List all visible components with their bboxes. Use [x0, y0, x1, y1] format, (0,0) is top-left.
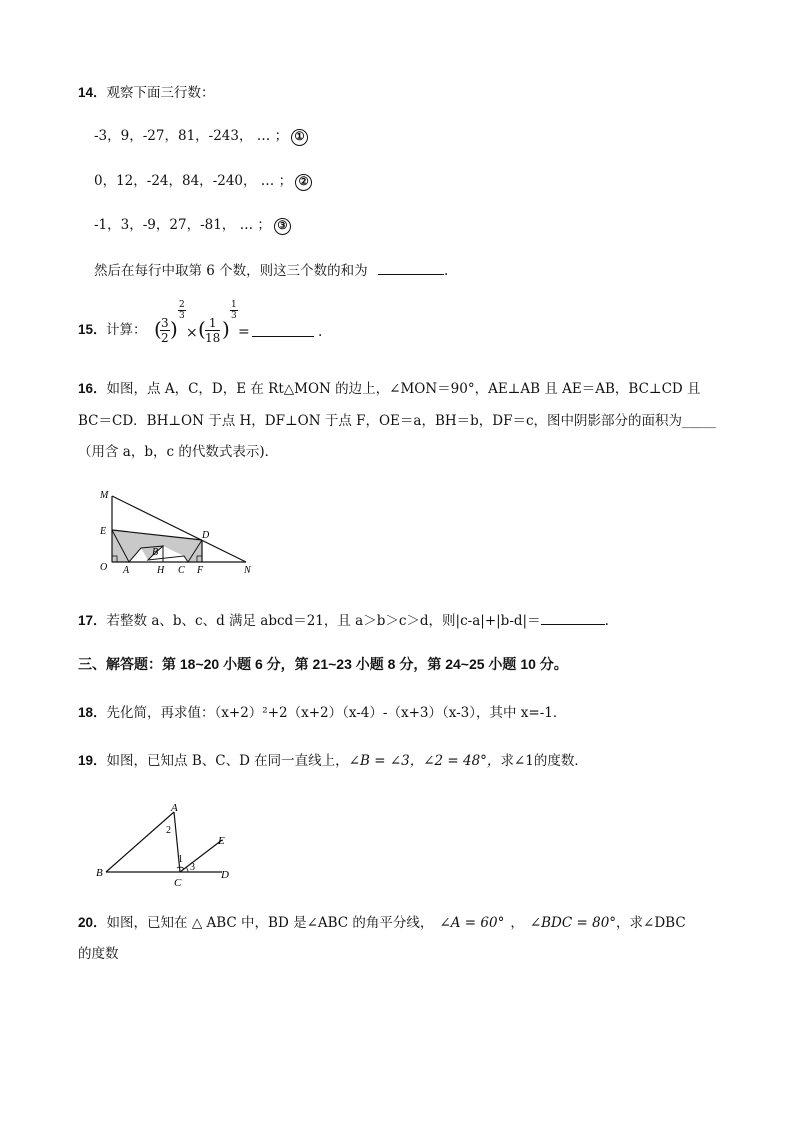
label-3: 3 [190, 862, 195, 873]
period: . [318, 324, 323, 340]
circled-number-3: ③ [274, 218, 291, 235]
q16-line-3 [78, 444, 278, 460]
label-D: D [221, 869, 229, 881]
q20-comma: ， [510, 915, 524, 931]
q14-ask-text: 然后在每行中取第 6 个数，则这三个数的和为 [94, 263, 368, 279]
q17-text: 若整数 a、b、c、d 满足 abcd＝21，且 a＞b＞c＞d，则|c-a|+|b-d|＝ [106, 613, 541, 629]
times-sign: × [186, 325, 198, 341]
q16-text: BC＝CD．BH⊥ON 于点 H，DF⊥ON 于点 F，OE＝a，BH＝b，DF＝c，图中阴影部分的面积为_____ [78, 413, 716, 429]
q16-text: 如图，点 A，C，D，E 在 Rt△MON 的边上，∠MON＝90°，AE⊥AB 且 AE＝AB，BC⊥CD 且 [106, 381, 701, 397]
math-expression: ( $\frac{3}{2}$ ) $\frac{2}{3}$ × ( $\frac{1}{18}$ ) $\frac{1}{3}$ = . [154, 300, 323, 345]
q16-line-1 [78, 381, 701, 397]
q19-figure [94, 800, 240, 890]
q19-text: 如图，已知点 B、C、D 在同一直线上， [106, 753, 349, 769]
question-number: 16． [78, 381, 107, 396]
label-E: E [100, 526, 107, 537]
question-number: 14． [78, 85, 107, 100]
q17 [78, 612, 609, 629]
label-O: O [100, 562, 108, 573]
q14-row-2 [94, 173, 312, 191]
q14-ask [94, 262, 448, 279]
label-C: C [178, 565, 185, 576]
label-H: H [157, 565, 165, 576]
section-heading: 三、解答题：第 18~20 小题 6 分，第 21~23 小题 8 分，第 24~25 小题 10 分。 [78, 656, 568, 672]
circled-number-1: ① [291, 129, 308, 146]
sequence-text: -3，9，-27，81，-243， … ； [94, 128, 289, 144]
label-N: N [244, 565, 251, 576]
q18 [78, 705, 566, 721]
q14-stem-text: 观察下面三行数： [106, 85, 215, 101]
answer-blank[interactable] [378, 262, 444, 275]
period: . [443, 263, 449, 279]
q20-line-2 [78, 946, 119, 962]
question-number: 15． [78, 322, 107, 337]
q20-text: ，求∠DBC [616, 915, 686, 931]
sequence-text: -1，3，-9，27，-81， … ； [94, 217, 271, 233]
segment-AB [106, 812, 174, 872]
label-F: F [197, 565, 204, 576]
q14-row-1 [94, 128, 308, 146]
label-2: 2 [166, 825, 171, 836]
q16-text: （用含 a，b，c 的代数式表示)． [78, 444, 279, 460]
label-A: A [123, 565, 130, 576]
exponent-2-3: $\frac{2}{3}$ [179, 300, 185, 321]
q20-line-1 [78, 915, 686, 931]
q16-line-2 [78, 413, 716, 429]
q20-text: 如图，已知在 △ ABC 中，BD 是∠ABC 的角平分线， [106, 915, 434, 931]
period: . [604, 613, 609, 629]
q20-text: 的度数 [78, 946, 119, 962]
label-M: M [100, 490, 109, 501]
q20-condition-b: ∠BDC = 80° [529, 915, 617, 931]
q15-label: 计算： [106, 322, 147, 338]
q14-row-3 [94, 217, 291, 235]
fraction-3-2: $\frac{3}{2}$ [161, 316, 169, 345]
label-1: 1 [178, 854, 183, 865]
q19 [78, 753, 588, 769]
circled-number-2: ② [295, 174, 312, 191]
q14-stem [78, 85, 215, 101]
answer-blank[interactable] [541, 612, 605, 625]
label-C: C [174, 877, 182, 889]
label-B: B [152, 547, 159, 558]
fraction-1-18: $\frac{1}{18}$ [205, 316, 221, 345]
q16-figure [96, 484, 262, 576]
q20-condition-a: ∠A = 60° [439, 915, 505, 931]
q19-text: 求∠1的度数． [500, 753, 588, 769]
question-number: 17． [78, 613, 107, 628]
label-B: B [96, 867, 103, 879]
answer-blank[interactable] [252, 324, 314, 337]
question-number: 19． [78, 753, 107, 768]
question-number: 20． [78, 915, 107, 930]
q19-condition: ∠B = ∠3，∠2 = 48°， [348, 753, 501, 769]
label-E: E [218, 835, 225, 847]
question-number: 18． [78, 705, 107, 720]
label-D: D [202, 530, 210, 541]
exponent-1-3: $\frac{1}{3}$ [231, 300, 237, 321]
label-A: A [171, 802, 178, 814]
equals-sign: = [238, 324, 250, 340]
sequence-text: 0，12，-24，84，-240， … ； [94, 173, 293, 189]
q18-text: 先化简，再求值：（x+2）²+2（x+2）（x-4）-（x+3）（x-3），其中 x=-1． [106, 705, 567, 721]
